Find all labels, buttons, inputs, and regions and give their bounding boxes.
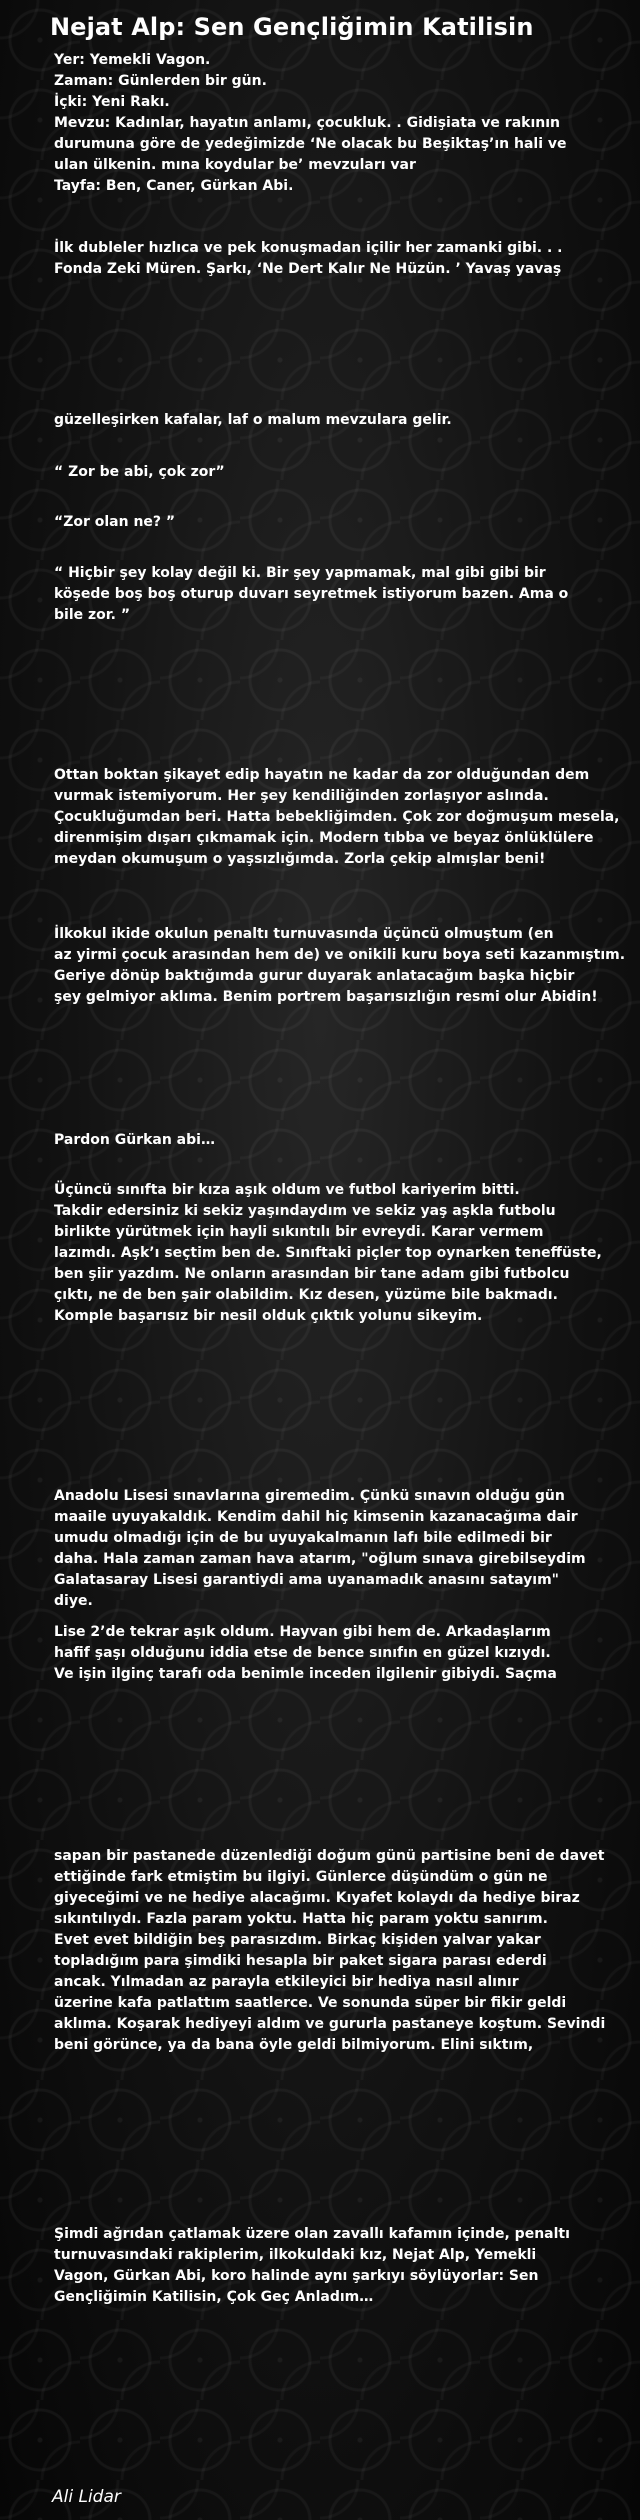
poem-line: Ottan boktan şikayet edip hayatın ne kadar da zor olduğundan dem: [54, 767, 590, 783]
poem-line: giyeceğimi ve ne hediye alacağımı. Kıyafet kolaydı da hediye biraz: [54, 1890, 580, 1906]
poem-line: Vagon, Gürkan Abi, koro halinde aynı şarkıyı söylüyorlar: Sen: [54, 2268, 539, 2284]
poem-line: Anadolu Lisesi sınavlarına giremedim. Çünkü sınavın olduğu gün: [54, 1488, 565, 1504]
poem-line: lazımdı. Aşk’ı seçtim ben de. Sınıftaki piçler top oynarken teneffüste,: [54, 1245, 602, 1261]
poem-line: Mevzu: Kadınlar, hayatın anlamı, çocukluk. . Gidişiata ve rakının: [54, 115, 560, 131]
poem-paragraph: [54, 1622, 634, 1685]
poem-line: “ Hiçbir şey kolay değil ki. Bir şey yapmamak, mal gibi gibi bir: [54, 565, 546, 581]
poem-line: şey gelmiyor aklıma. Benim portrem başarısızlığın resmi olur Abidin!: [54, 989, 598, 1005]
poem-paragraph: [54, 50, 634, 197]
poem-line: hafif şaşı olduğunu iddia etse de bence sınıfın en güzel kızıydı.: [54, 1645, 551, 1661]
poem-line: topladığım para şimdiki hesapla bir paket sigara parası ederdi: [54, 1953, 547, 1969]
poem-paragraph: [54, 462, 634, 483]
poem-line: Ve işin ilginç tarafı oda benimle inceden ilgilenir gibiydi. Saçma: [54, 1666, 557, 1682]
poem-line: Çocukluğumdan beri. Hatta bebekliğimden. Çok zor doğmuşum mesela,: [54, 809, 620, 825]
poem-paragraph: [54, 410, 634, 431]
poem-line: ben şiir yazdım. Ne onların arasından bir tane adam gibi futbolcu: [54, 1266, 570, 1282]
poem-line: durumuna göre de yedeğimizde ‘Ne olacak bu Beşiktaş’ın hali ve: [54, 136, 567, 152]
poem-line: İçki: Yeni Rakı.: [54, 94, 170, 110]
poem-paragraph: [54, 1180, 634, 1327]
poem-paragraph: [54, 765, 634, 870]
poem-paragraph: [54, 924, 634, 1008]
poem-line: Üçüncü sınıfta bir kıza aşık oldum ve futbol kariyerim bitti.: [54, 1182, 520, 1198]
poem-line: Şimdi ağrıdan çatlamak üzere olan zavallı kafamın içinde, penaltı: [54, 2226, 570, 2242]
poem-line: sıkıntılıydı. Fazla param yoktu. Hatta hiç param yoktu sanırım.: [54, 1911, 548, 1927]
poem-line: Evet evet bildiğin beş parasızdım. Birkaç kişiden yalvar yakar: [54, 1932, 541, 1948]
poem-paragraph: [54, 512, 634, 533]
poem-line: vurmak istemiyorum. Her şey kendiliğinden zorlaşıyor aslında.: [54, 788, 549, 804]
poem-line: güzelleşirken kafalar, laf o malum mevzulara gelir.: [54, 412, 452, 428]
poem-line: beni görünce, ya da bana öyle geldi bilmiyorum. Elini sıktım,: [54, 2037, 534, 2053]
poem-paragraph: [54, 1846, 634, 2056]
poem-title: Nejat Alp: Sen Gençliğimin Katilisin: [50, 13, 534, 41]
author-signature: Ali Lidar: [52, 2487, 121, 2507]
poem-paragraph: [54, 1130, 634, 1151]
poem-line: Pardon Gürkan abi…: [54, 1132, 215, 1148]
poem-line: meydan okumuşum o yaşsızlığımda. Zorla çekip almışlar beni!: [54, 851, 546, 867]
poem-line: turnuvasındaki rakiplerim, ilkokuldaki kız, Nejat Alp, Yemekli: [54, 2247, 537, 2263]
poem-line: İlkokul ikide okulun penaltı turnuvasında üçüncü olmuştum (en: [54, 926, 554, 942]
poem-line: çıktı, ne de ben şair olabildim. Kız desen, yüzüme bile bakmadı.: [54, 1287, 558, 1303]
poem-line: maaile uyuyakaldık. Kendim dahil hiç kimsenin kazanacağıma dair: [54, 1509, 578, 1525]
poem-line: ettiğinde fark etmiştim bu ilgiyi. Günlerce düşündüm o gün ne: [54, 1869, 548, 1885]
poem-line: Komple başarısız bir nesil olduk çıktık yolunu sikeyim.: [54, 1308, 483, 1324]
poem-line: direnmişim dışarı çıkmamak için. Modern tıbba ve beyaz önlüklülere: [54, 830, 594, 846]
poem-line: ancak. Yılmadan az parayla etkileyici bir hediya nasıl alınır: [54, 1974, 519, 1990]
poem-line: daha. Hala zaman zaman hava atarım, "oğlum sınava girebilseydim: [54, 1551, 586, 1567]
poem-paragraph: [54, 563, 634, 626]
poem-line: birlikte yürütmek için hayli sıkıntılı bir evreydi. Karar vermem: [54, 1224, 544, 1240]
poem-line: Gençliğimin Katilisin, Çok Geç Anladım…: [54, 2289, 374, 2305]
poem-paragraph: [54, 238, 634, 280]
poem-line: Takdir edersiniz ki sekiz yaşındaydım ve sekiz yaş aşkla futbolu: [54, 1203, 556, 1219]
poem-line: Lise 2’de tekrar aşık oldum. Hayvan gibi hem de. Arkadaşlarım: [54, 1624, 551, 1640]
poem-line: köşede boş boş oturup duvarı seyretmek istiyorum bazen. Ama o: [54, 586, 569, 602]
poem-line: aklıma. Koşarak hediyeyi aldım ve gururla pastaneye koştum. Sevindi: [54, 2016, 606, 2032]
poem-line: ulan ülkenin. mına koydular be’ mevzuları var: [54, 157, 416, 173]
poem-line: Tayfa: Ben, Caner, Gürkan Abi.: [54, 178, 294, 194]
poem-line: Galatasaray Lisesi garantiydi ama uyanamadık anasını satayım": [54, 1572, 559, 1588]
poem-line: az yirmi çocuk arasından hem de) ve onikili kuru boya seti kazanmıştım.: [54, 947, 626, 963]
poem-paragraph: [54, 1486, 634, 1612]
poem-paragraph: [54, 2224, 634, 2308]
poem-line: diye.: [54, 1593, 93, 1609]
poem-line: Zaman: Günlerden bir gün.: [54, 73, 267, 89]
poem-line: üzerine kafa patlattım saatlerce. Ve sonunda süper bir fikir geldi: [54, 1995, 567, 2011]
poem-line: “Zor olan ne? ”: [54, 514, 176, 530]
poem-line: İlk dubleler hızlıca ve pek konuşmadan içilir her zamanki gibi. . .: [54, 240, 563, 256]
poem-line: sapan bir pastanede düzenlediği doğum günü partisine beni de davet: [54, 1848, 605, 1864]
poem-line: Yer: Yemekli Vagon.: [54, 52, 211, 68]
poem-line: Fonda Zeki Müren. Şarkı, ‘Ne Dert Kalır Ne Hüzün. ’ Yavaş yavaş: [54, 261, 562, 277]
poem-line: umudu olmadığı için de bu uyuyakalmanın lafı bile edilmedi bir: [54, 1530, 552, 1546]
poem-line: “ Zor be abi, çok zor”: [54, 464, 225, 480]
poem-line: bile zor. ”: [54, 607, 131, 623]
poem-line: Geriye dönüp baktığımda gurur duyarak anlatacağım başka hiçbir: [54, 968, 575, 984]
